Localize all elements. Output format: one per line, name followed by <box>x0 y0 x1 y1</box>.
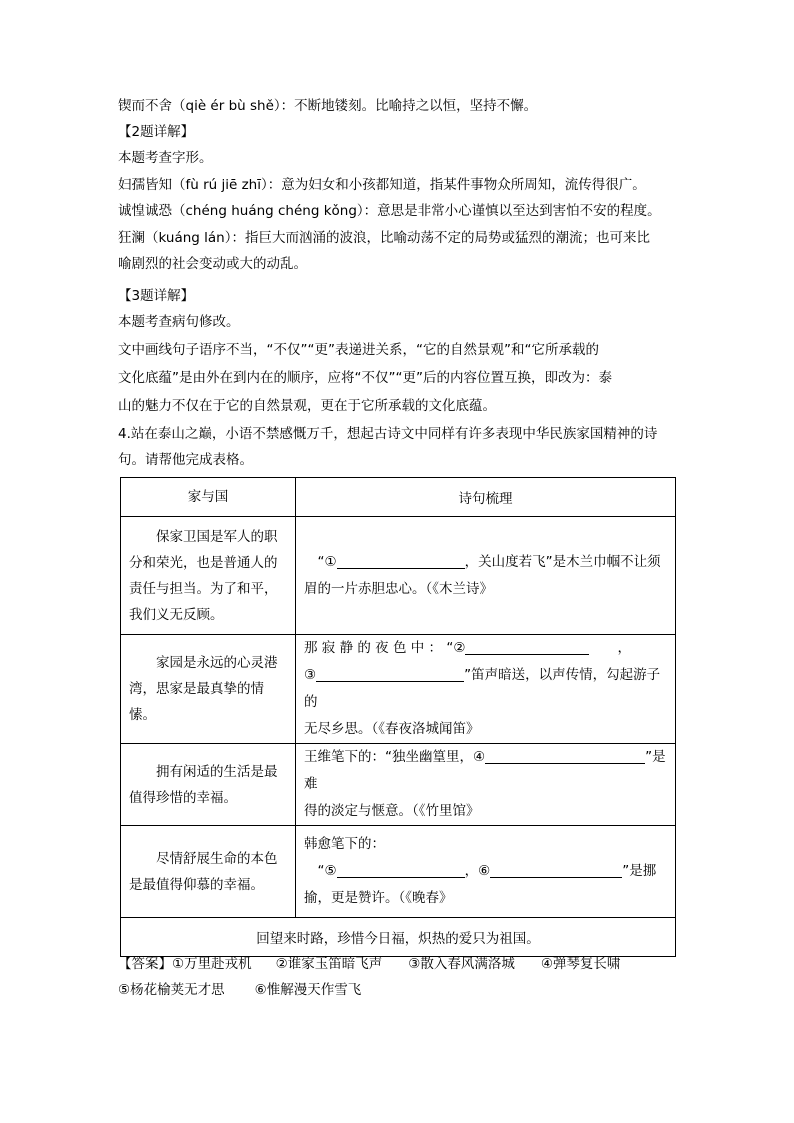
answer-item: ⑥惟解漫天作雪飞 <box>254 982 362 998</box>
text-line: 喻剧烈的社会变动或大的动乱。 <box>118 256 307 272</box>
text-line: 锲而不舍（qiè ér bù shě）：不断地镂刻。比喻持之以恒，坚持不懈。 <box>118 98 538 114</box>
section-heading-2: 【2题详解】 <box>118 124 195 140</box>
answer-blank-2[interactable] <box>465 638 589 655</box>
answer-blank-3[interactable] <box>316 665 464 682</box>
poem-text: “① <box>317 553 337 570</box>
answer-line-1 <box>118 950 620 978</box>
table-row-2-poem <box>296 635 676 744</box>
poem-text: ”是难 <box>304 749 666 792</box>
table-row-3-theme: 拥有闲适的生活是最值得珍惜的幸福。 <box>121 744 296 826</box>
poem-text: 得的淡定与惬意。（《竹里馆》 <box>304 803 480 819</box>
poem-text: ”笛声暗送，以声传情，勾起游子的 <box>304 667 661 710</box>
table-row-4-theme: 尽情舒展生命的本色是最值得仰慕的幸福。 <box>121 826 296 918</box>
poem-text: 无尽乡思。（《春夜洛城闻笛》 <box>304 721 480 737</box>
text-line: 文中画线句子语序不当，“不仅”“更”表递进关系，“它的自然景观”和“它所承载的 <box>118 342 599 358</box>
poem-text: ，关山度若飞”是木兰巾帼不让须 <box>464 553 661 570</box>
answer-item: ②谁家玉笛暗飞声 <box>275 956 383 972</box>
answer-item: ①万里赴戎机 <box>172 956 252 972</box>
section-heading-3: 【3题详解】 <box>118 288 195 304</box>
poem-text: “⑤ <box>317 863 337 879</box>
poem-text: 韩愈笔下的： <box>304 836 385 852</box>
question-4-line-2: 句。请帮他完成表格。 <box>118 452 253 468</box>
table-row-3-poem <box>296 744 676 826</box>
table-row-1-poem <box>296 517 676 635</box>
answer-line-2 <box>118 976 361 1004</box>
poem-text: 王维笔下的：“独坐幽篁里，④ <box>304 749 486 765</box>
poem-text: ，⑥ <box>464 863 491 879</box>
table-header-left: 家与国 <box>121 478 296 517</box>
poem-text: 眉的一片赤胆忠心。（《木兰诗》 <box>304 580 493 597</box>
table-footer: 回望来时路，珍惜今日福，炽热的爱只为祖国。 <box>121 918 676 957</box>
text-line: 狂澜（kuáng lán）：指巨大而汹涌的波浪，比喻动荡不定的局势或猛烈的潮流；也可来比 <box>118 230 650 246</box>
answer-blank-5[interactable] <box>337 861 465 878</box>
poem-text: 揄，更是赞许。（《晚春》 <box>304 890 453 906</box>
poem-text: ， <box>617 640 631 656</box>
poem-text: ”是挪 <box>622 863 657 879</box>
text-line: 本题考查字形。 <box>118 150 213 166</box>
text-line: 文化底蕴”是由外在到内在的顺序，应将“不仅”“更”后的内容位置互换，即改为：泰 <box>118 370 612 386</box>
answer-item: ③散入春风满洛城 <box>408 956 515 972</box>
table-row-2-theme: 家园是永远的心灵港湾，思家是最真挚的情愫。 <box>121 635 296 744</box>
text-line: 山的魅力不仅在于它的自然景观，更在于它所承载的文化底蕴。 <box>118 398 496 414</box>
table-header-right: 诗句梳理 <box>296 478 676 517</box>
answer-item: ⑤杨花榆荚无才思 <box>118 982 225 998</box>
table-row-4-poem <box>296 826 676 918</box>
poem-table <box>120 477 676 957</box>
text-line: 诚惶诚恐（chéng huáng chéng kǒng）：意思是非常小心谨慎以至达到害怕不安的程度。 <box>118 203 661 219</box>
text-line: 本题考查病句修改。 <box>118 314 240 330</box>
answer-blank-4[interactable] <box>485 747 645 764</box>
poem-text: ③ <box>304 667 317 683</box>
text-line: 妇孺皆知（fù rú jiē zhī）：意为妇女和小孩都知道，指某件事物众所周知，流传得很广。 <box>118 177 646 193</box>
answer-label: 【答案】 <box>118 956 172 972</box>
question-4-line-1: 4.站在泰山之巅，小语不禁感慨万千，想起古诗文中同样有许多表现中华民族家国精神的诗 <box>118 426 658 442</box>
answer-item: ④弹琴复长啸 <box>540 956 621 972</box>
answer-blank-6[interactable] <box>490 861 622 878</box>
table-row-1-theme: 保家卫国是军人的职分和荣光，也是普通人的责任与担当。为了和平，我们义无反顾。 <box>121 517 296 635</box>
poem-text: 那 寂 静 的 夜 色 中 ： “② <box>304 640 466 656</box>
answer-blank-1[interactable] <box>337 552 465 569</box>
